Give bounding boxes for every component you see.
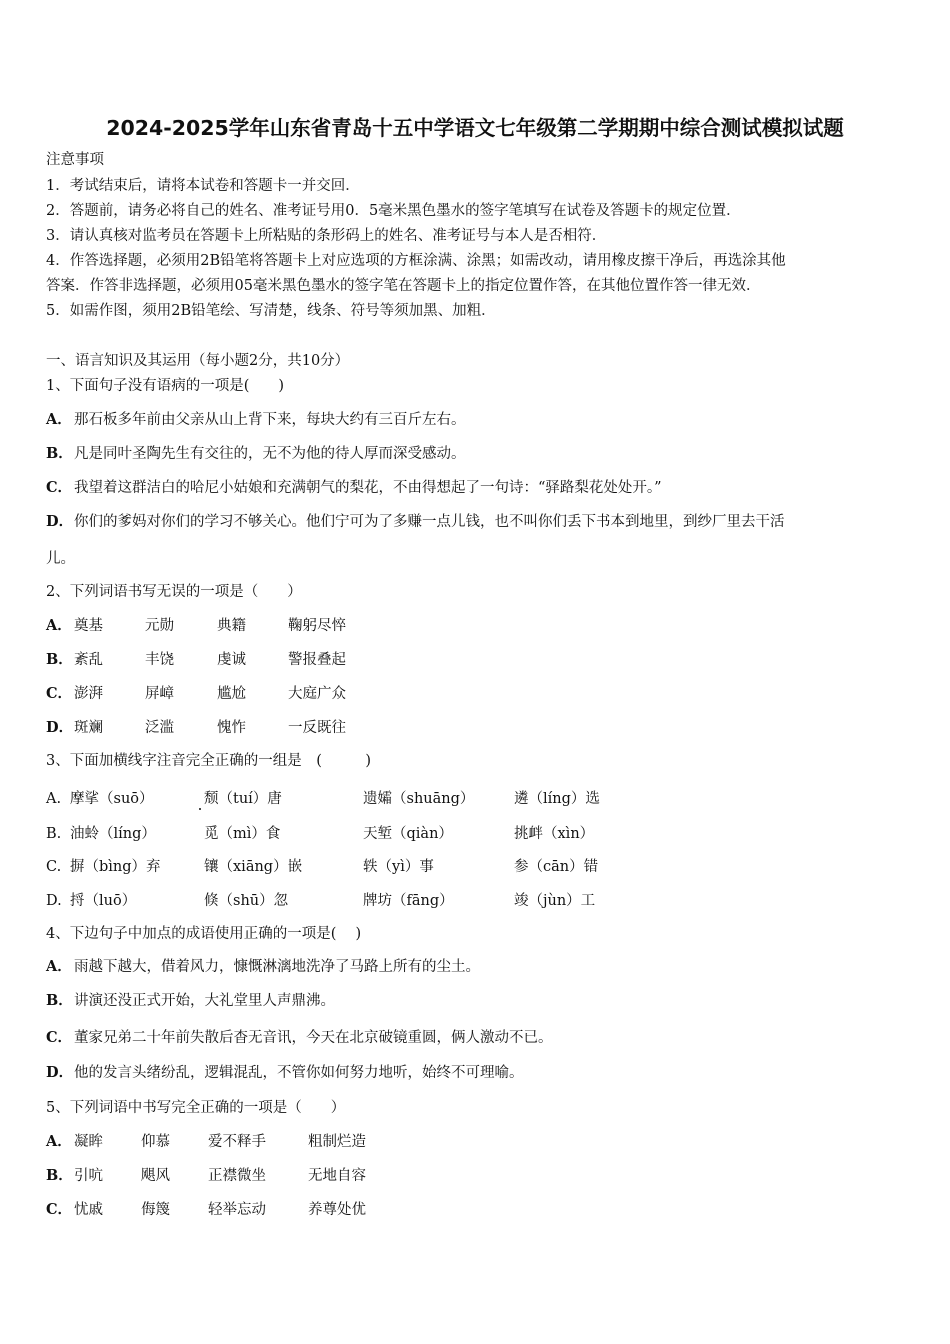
option-word: 泛滥 bbox=[145, 720, 174, 736]
option-word: 无地自容 bbox=[308, 1168, 366, 1184]
option-word: 屏嶂 bbox=[145, 686, 174, 702]
option-word: 摩挲（suō） bbox=[70, 791, 154, 807]
option-label: A． bbox=[46, 617, 72, 634]
option-row bbox=[46, 411, 466, 429]
option-word: 遗孀（shuāng） bbox=[363, 791, 475, 807]
option-label: C. bbox=[46, 859, 62, 875]
option-word: 奠基 bbox=[74, 618, 103, 634]
option-word: 天堑（qiàn） bbox=[363, 826, 453, 842]
option-continuation: 儿。 bbox=[46, 551, 75, 567]
option-word: 澎湃 bbox=[74, 686, 103, 702]
option-label: B. bbox=[46, 826, 62, 842]
option-word: 颓（tuí）唐 bbox=[204, 791, 282, 807]
option-text: 他的发言头绪纷乱，逻辑混乱，不管你如何努力地听，始终不可理喻。 bbox=[74, 1065, 524, 1081]
option-word: 正襟微坐 bbox=[208, 1168, 266, 1184]
option-label: D． bbox=[46, 719, 74, 736]
option-word: 飓风 bbox=[141, 1168, 170, 1184]
option-row bbox=[46, 445, 466, 463]
option-label: C． bbox=[46, 479, 73, 496]
option-row bbox=[46, 992, 335, 1010]
question-stem: 5、下列词语中书写完全正确的一项是（ ） bbox=[46, 1100, 346, 1116]
section-heading: 一、语言知识及其运用（每小题2分，共10分） bbox=[46, 353, 350, 369]
option-word: 捋（luō） bbox=[70, 893, 137, 909]
question-stem: 3、下面加横线字注音完全正确的一组是 ( ) bbox=[46, 753, 372, 769]
option-text: 讲演还没正式开始，大礼堂里人声鼎沸。 bbox=[74, 993, 335, 1009]
option-word: 元勋 bbox=[145, 618, 174, 634]
option-word: 遴（líng）选 bbox=[514, 791, 600, 807]
option-row bbox=[46, 958, 480, 976]
option-word: 紊乱 bbox=[74, 652, 103, 668]
option-word: 一反既往 bbox=[288, 720, 346, 736]
option-word: 爱不释手 bbox=[208, 1134, 266, 1150]
option-word: 觅（mì）食 bbox=[204, 826, 281, 842]
option-label: A． bbox=[46, 411, 72, 428]
option-word: 倏（shū）忽 bbox=[204, 893, 289, 909]
option-word: 引吭 bbox=[74, 1168, 103, 1184]
option-word: 凝眸 bbox=[74, 1134, 103, 1150]
notice-item: 2．答题前，请务必将自己的姓名、准考证号用0．5毫米黑色墨水的签字笔填写在试卷及答题卡的规定位置． bbox=[46, 203, 741, 219]
option-word: 警报叠起 bbox=[288, 652, 346, 668]
option-text: 董家兄弟二十年前失散后杳无音讯，今天在北京破镜重圆，俩人激动不已。 bbox=[74, 1030, 553, 1046]
option-word: 粗制烂造 bbox=[308, 1134, 366, 1150]
option-label: D． bbox=[46, 513, 74, 530]
option-text: 雨越下越大，借着风力，慷慨淋漓地洗净了马路上所有的尘土。 bbox=[74, 959, 480, 975]
option-word: 大庭广众 bbox=[288, 686, 346, 702]
option-text: 我望着这群洁白的哈尼小姑娘和充满朝气的梨花，不由得想起了一句诗：“驿路梨花处处开。” bbox=[74, 480, 662, 496]
option-label: C． bbox=[46, 685, 73, 702]
option-row bbox=[46, 1064, 524, 1082]
option-label: A． bbox=[46, 958, 72, 975]
option-word: 鞠躬尽悴 bbox=[288, 618, 346, 634]
option-word: 挑衅（xìn） bbox=[514, 826, 595, 842]
option-row bbox=[46, 479, 662, 497]
option-text: 你们的爹妈对你们的学习不够关心。他们宁可为了多赚一点儿钱，也不叫你们丢下书本到地里，到纱厂里去干活 bbox=[74, 514, 785, 530]
option-label: B． bbox=[46, 1167, 73, 1184]
option-word: 虔诚 bbox=[217, 652, 246, 668]
option-word: 愧怍 bbox=[217, 720, 246, 736]
option-word: 忧戚 bbox=[74, 1202, 103, 1218]
option-word: 丰饶 bbox=[145, 652, 174, 668]
option-label: C． bbox=[46, 1201, 73, 1218]
notice-item: 5．如需作图，须用2B铅笔绘、写清楚，线条、符号等须加黑、加粗． bbox=[46, 303, 496, 319]
question-stem: 2、下列词语书写无误的一项是（ ） bbox=[46, 584, 302, 600]
option-word: 油蛉（líng） bbox=[70, 826, 156, 842]
option-word: 养尊处优 bbox=[308, 1202, 366, 1218]
option-row bbox=[46, 513, 785, 531]
option-label: A． bbox=[46, 1133, 72, 1150]
notice-item: 4．作答选择题，必须用2B铅笔将答题卡上对应选项的方框涂满、涂黑；如需改动，请用橡皮擦干净后，再选涂其他 bbox=[46, 253, 786, 269]
option-word: 摒（bìng）弃 bbox=[70, 859, 161, 875]
emphasis-dot bbox=[199, 808, 201, 810]
option-word: 竣（jùn）工 bbox=[514, 893, 596, 909]
question-stem: 1、下面句子没有语病的一项是( ) bbox=[46, 378, 285, 394]
option-label: B． bbox=[46, 445, 73, 462]
option-word: 尴尬 bbox=[217, 686, 246, 702]
option-text: 那石板多年前由父亲从山上背下来，每块大约有三百斤左右。 bbox=[74, 412, 466, 428]
option-word: 仰慕 bbox=[141, 1134, 170, 1150]
page-title: 2024-2025学年山东省青岛十五中学语文七年级第二学期期中综合测试模拟试题 bbox=[106, 116, 844, 140]
option-word: 牌坊（fāng） bbox=[363, 893, 454, 909]
option-word: 轻举忘动 bbox=[208, 1202, 266, 1218]
option-word: 镶（xiāng）嵌 bbox=[204, 859, 303, 875]
option-word: 典籍 bbox=[217, 618, 246, 634]
notice-item: 3．请认真核对监考员在答题卡上所粘贴的条形码上的姓名、准考证号与本人是否相符． bbox=[46, 228, 607, 244]
notice-heading: 注意事项 bbox=[46, 152, 104, 168]
option-row bbox=[46, 1029, 553, 1047]
option-word: 斑斓 bbox=[74, 720, 103, 736]
option-label: D． bbox=[46, 1064, 74, 1081]
question-stem: 4、下边句子中加点的成语使用正确的一项是( ) bbox=[46, 926, 362, 942]
notice-item: 答案．作答非选择题，必须用05毫米黑色墨水的签字笔在答题卡上的指定位置作答，在其他位置作答一律无效． bbox=[46, 278, 761, 294]
option-word: 侮篾 bbox=[141, 1202, 170, 1218]
option-label: B． bbox=[46, 992, 73, 1009]
option-label: A. bbox=[46, 791, 62, 807]
notice-item: 1．考试结束后，请将本试卷和答题卡一并交回． bbox=[46, 178, 360, 194]
option-label: C． bbox=[46, 1029, 73, 1046]
option-word: 轶（yì）事 bbox=[363, 859, 434, 875]
option-text: 凡是同叶圣陶先生有交往的，无不为他的待人厚而深受感动。 bbox=[74, 446, 466, 462]
option-label: B． bbox=[46, 651, 73, 668]
option-label: D. bbox=[46, 893, 62, 909]
option-word: 参（cān）错 bbox=[514, 859, 599, 875]
